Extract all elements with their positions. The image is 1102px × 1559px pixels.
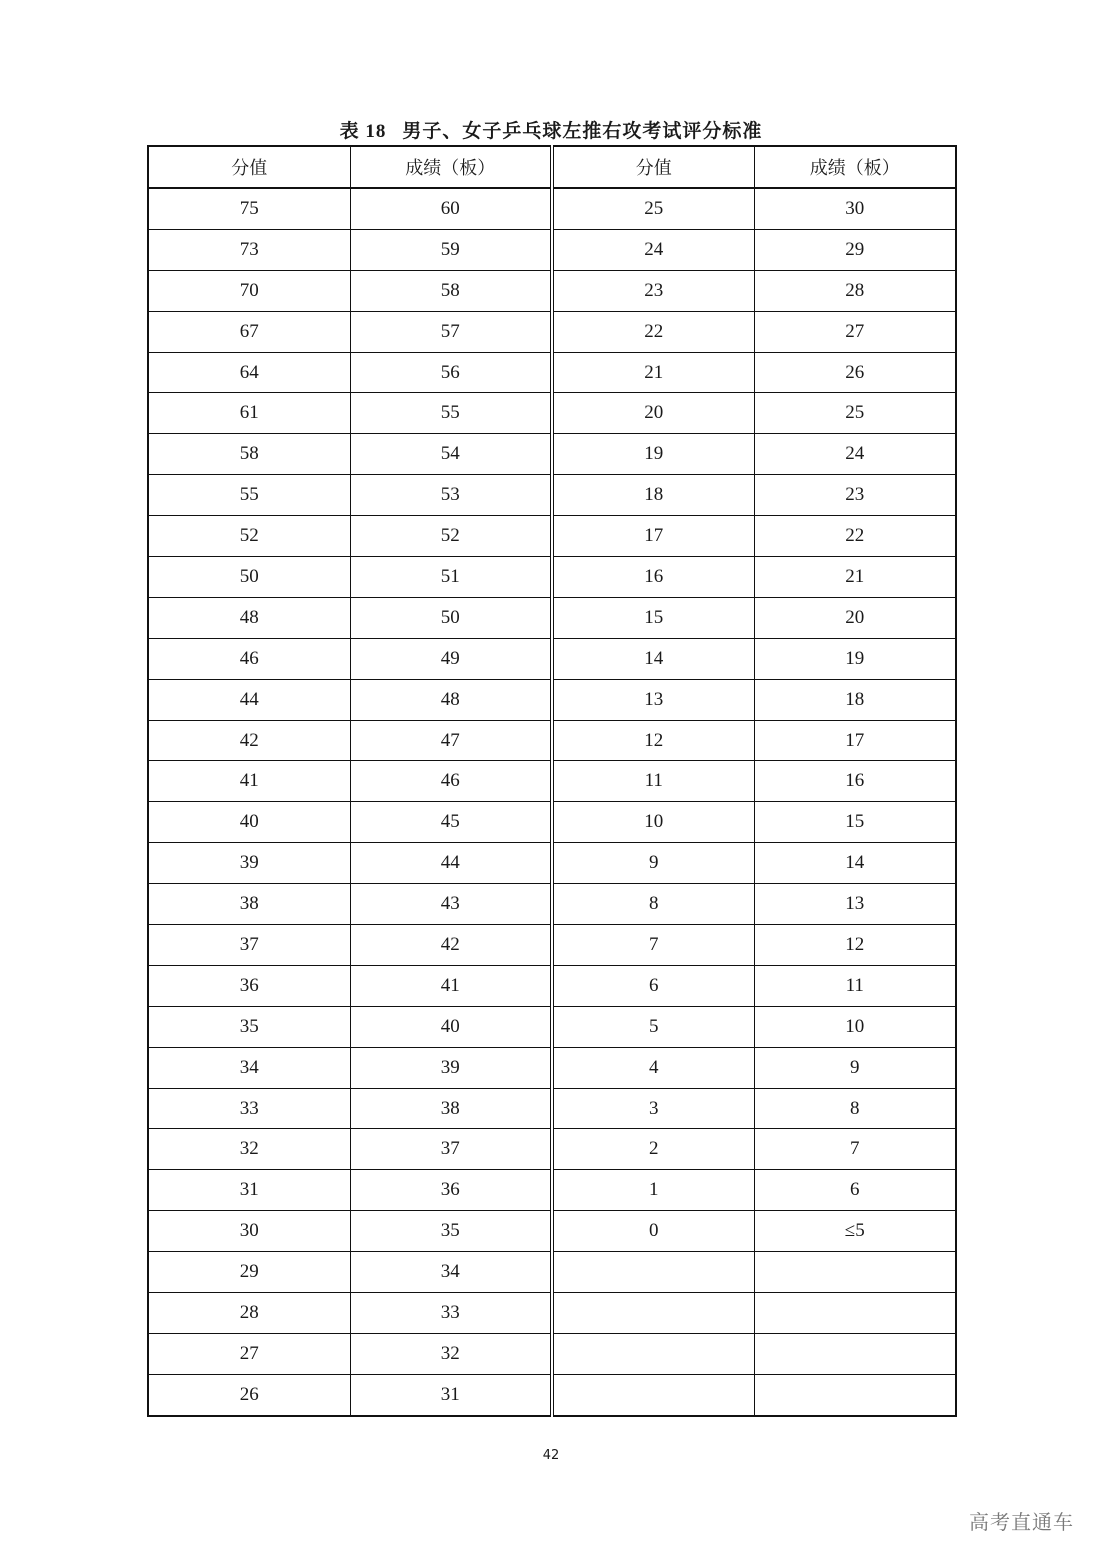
cell-score: 33 xyxy=(148,1088,350,1129)
table-row xyxy=(148,638,956,679)
cell-score: 6 xyxy=(552,965,754,1006)
table-row xyxy=(148,1252,956,1293)
table-row xyxy=(148,884,956,925)
table-row xyxy=(148,965,956,1006)
cell-score: 25 xyxy=(552,188,754,229)
cell-score: 26 xyxy=(148,1374,350,1415)
table-row xyxy=(148,352,956,393)
cell-score: 27 xyxy=(148,1333,350,1374)
table-row xyxy=(148,843,956,884)
cell-score: 52 xyxy=(148,516,350,557)
table-row xyxy=(148,311,956,352)
cell-result: 58 xyxy=(350,270,552,311)
cell-result: 35 xyxy=(350,1211,552,1252)
cell-score: 21 xyxy=(552,352,754,393)
table-row xyxy=(148,1374,956,1415)
cell-result: 17 xyxy=(754,720,956,761)
cell-result: 42 xyxy=(350,925,552,966)
cell-result: 41 xyxy=(350,965,552,1006)
cell-score: 3 xyxy=(552,1088,754,1129)
cell-result: 20 xyxy=(754,597,956,638)
cell-score: 42 xyxy=(148,720,350,761)
cell-score: 46 xyxy=(148,638,350,679)
cell-result: 9 xyxy=(754,1047,956,1088)
cell-score: 67 xyxy=(148,311,350,352)
cell-score: 73 xyxy=(148,229,350,270)
cell-result: 47 xyxy=(350,720,552,761)
cell-result: 45 xyxy=(350,802,552,843)
header-score: 分值 xyxy=(148,146,350,188)
cell-score: 75 xyxy=(148,188,350,229)
cell-score: 37 xyxy=(148,925,350,966)
cell-result: 38 xyxy=(350,1088,552,1129)
cell-result: 6 xyxy=(754,1170,956,1211)
cell-score: 15 xyxy=(552,597,754,638)
cell-score: 0 xyxy=(552,1211,754,1252)
cell-score xyxy=(552,1333,754,1374)
cell-score: 22 xyxy=(552,311,754,352)
cell-result: 55 xyxy=(350,393,552,434)
cell-result: 52 xyxy=(350,516,552,557)
cell-result: 51 xyxy=(350,557,552,598)
cell-result: 49 xyxy=(350,638,552,679)
cell-result: 44 xyxy=(350,843,552,884)
cell-score: 58 xyxy=(148,434,350,475)
cell-result: 33 xyxy=(350,1293,552,1334)
table-row xyxy=(148,1211,956,1252)
cell-result: 59 xyxy=(350,229,552,270)
cell-result: 54 xyxy=(350,434,552,475)
cell-result: 27 xyxy=(754,311,956,352)
cell-score: 55 xyxy=(148,475,350,516)
cell-result: 26 xyxy=(754,352,956,393)
page-number: 42 xyxy=(542,1448,560,1463)
table-row xyxy=(148,516,956,557)
header-score: 分值 xyxy=(552,146,754,188)
cell-score: 18 xyxy=(552,475,754,516)
cell-score xyxy=(552,1374,754,1415)
cell-result: 40 xyxy=(350,1006,552,1047)
cell-score: 5 xyxy=(552,1006,754,1047)
table-row xyxy=(148,1170,956,1211)
cell-result: 13 xyxy=(754,884,956,925)
cell-score: 23 xyxy=(552,270,754,311)
cell-result: 22 xyxy=(754,516,956,557)
header-result: 成绩（板） xyxy=(754,146,956,188)
cell-result: 23 xyxy=(754,475,956,516)
cell-score: 7 xyxy=(552,925,754,966)
cell-result: 25 xyxy=(754,393,956,434)
cell-score: 50 xyxy=(148,557,350,598)
cell-score: 28 xyxy=(148,1293,350,1334)
cell-score: 17 xyxy=(552,516,754,557)
cell-score: 35 xyxy=(148,1006,350,1047)
cell-score: 19 xyxy=(552,434,754,475)
cell-result: 16 xyxy=(754,761,956,802)
table-row xyxy=(148,1333,956,1374)
table-row xyxy=(148,270,956,311)
cell-score xyxy=(552,1252,754,1293)
cell-score: 61 xyxy=(148,393,350,434)
cell-result xyxy=(754,1333,956,1374)
cell-result: 15 xyxy=(754,802,956,843)
table-title-text: 男子、女子乒乓球左推右攻考试评分标准 xyxy=(402,120,763,142)
table-row xyxy=(148,434,956,475)
cell-result: 46 xyxy=(350,761,552,802)
cell-score: 9 xyxy=(552,843,754,884)
cell-score: 39 xyxy=(148,843,350,884)
cell-score: 16 xyxy=(552,557,754,598)
cell-result: 48 xyxy=(350,679,552,720)
table-number: 表 18 xyxy=(339,121,387,142)
cell-score: 2 xyxy=(552,1129,754,1170)
cell-score: 48 xyxy=(148,597,350,638)
table-row xyxy=(148,393,956,434)
cell-score: 64 xyxy=(148,352,350,393)
cell-result: 21 xyxy=(754,557,956,598)
table-row xyxy=(148,188,956,229)
cell-result: 32 xyxy=(350,1333,552,1374)
cell-score: 34 xyxy=(148,1047,350,1088)
cell-result: 31 xyxy=(350,1374,552,1415)
cell-result: 30 xyxy=(754,188,956,229)
cell-score: 8 xyxy=(552,884,754,925)
cell-score: 36 xyxy=(148,965,350,1006)
table-row xyxy=(148,597,956,638)
cell-score: 44 xyxy=(148,679,350,720)
cell-result: 36 xyxy=(350,1170,552,1211)
table-body xyxy=(148,188,956,1416)
cell-result: 39 xyxy=(350,1047,552,1088)
cell-result: 34 xyxy=(350,1252,552,1293)
table-row xyxy=(148,1006,956,1047)
cell-result: 19 xyxy=(754,638,956,679)
cell-score: 12 xyxy=(552,720,754,761)
cell-result: 28 xyxy=(754,270,956,311)
table-row xyxy=(148,557,956,598)
cell-result: 50 xyxy=(350,597,552,638)
watermark: 高考直通车 xyxy=(969,1510,1074,1534)
cell-score: 31 xyxy=(148,1170,350,1211)
cell-score: 30 xyxy=(148,1211,350,1252)
cell-result: 57 xyxy=(350,311,552,352)
cell-score: 13 xyxy=(552,679,754,720)
cell-score: 10 xyxy=(552,802,754,843)
cell-score: 29 xyxy=(148,1252,350,1293)
cell-score: 1 xyxy=(552,1170,754,1211)
cell-result xyxy=(754,1374,956,1415)
cell-result xyxy=(754,1252,956,1293)
table-row xyxy=(148,475,956,516)
table-row xyxy=(148,802,956,843)
table-row xyxy=(148,1129,956,1170)
cell-result: 60 xyxy=(350,188,552,229)
cell-result: 37 xyxy=(350,1129,552,1170)
table-row xyxy=(148,761,956,802)
cell-result: 7 xyxy=(754,1129,956,1170)
table-row xyxy=(148,1047,956,1088)
table-header-row xyxy=(148,146,956,188)
cell-result: 53 xyxy=(350,475,552,516)
cell-score: 20 xyxy=(552,393,754,434)
cell-score: 11 xyxy=(552,761,754,802)
cell-result: ≤5 xyxy=(754,1211,956,1252)
cell-result: 11 xyxy=(754,965,956,1006)
cell-score: 14 xyxy=(552,638,754,679)
cell-score: 24 xyxy=(552,229,754,270)
header-result: 成绩（板） xyxy=(350,146,552,188)
table-title xyxy=(0,116,1102,143)
table-row xyxy=(148,679,956,720)
cell-score: 70 xyxy=(148,270,350,311)
cell-score: 38 xyxy=(148,884,350,925)
cell-result: 12 xyxy=(754,925,956,966)
cell-score: 32 xyxy=(148,1129,350,1170)
cell-result: 18 xyxy=(754,679,956,720)
scoring-table xyxy=(147,145,957,1417)
cell-result: 10 xyxy=(754,1006,956,1047)
cell-result: 14 xyxy=(754,843,956,884)
table-row xyxy=(148,1293,956,1334)
cell-score: 4 xyxy=(552,1047,754,1088)
table-row xyxy=(148,229,956,270)
cell-result: 43 xyxy=(350,884,552,925)
cell-score xyxy=(552,1293,754,1334)
cell-result: 29 xyxy=(754,229,956,270)
cell-result: 56 xyxy=(350,352,552,393)
cell-result: 8 xyxy=(754,1088,956,1129)
table-row xyxy=(148,720,956,761)
cell-score: 41 xyxy=(148,761,350,802)
table-row xyxy=(148,1088,956,1129)
cell-score: 40 xyxy=(148,802,350,843)
cell-result xyxy=(754,1293,956,1334)
cell-result: 24 xyxy=(754,434,956,475)
table-row xyxy=(148,925,956,966)
